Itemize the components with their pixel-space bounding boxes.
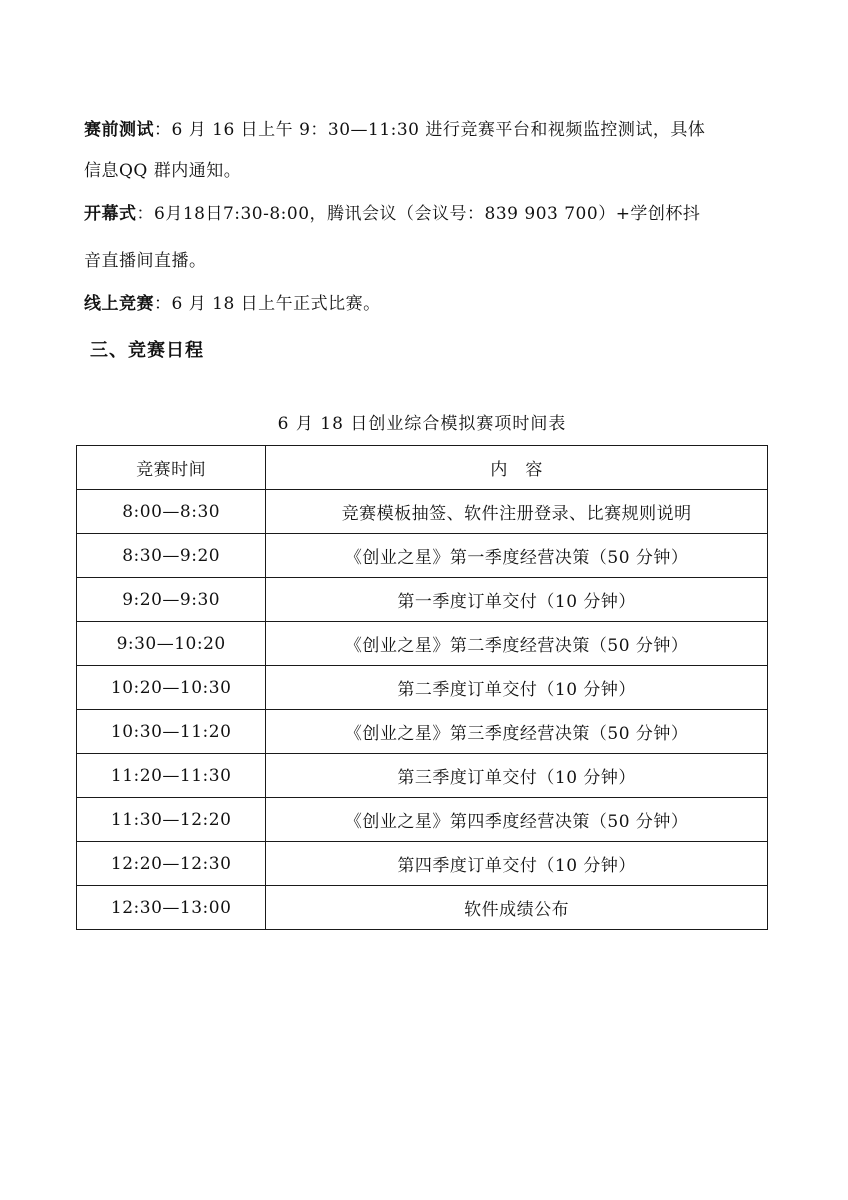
table-caption: 6 月 18 日创业综合模拟赛项时间表 <box>277 414 567 434</box>
row-time: 11:20—11:30 <box>77 754 266 798</box>
pretest-lead: 赛前测试 <box>84 120 154 140</box>
row-content: 《创业之星》第四季度经营决策（50 分钟） <box>266 798 768 842</box>
row-content: 《创业之星》第一季度经营决策（50 分钟） <box>266 534 768 578</box>
row-content: 《创业之星》第二季度经营决策（50 分钟） <box>266 622 768 666</box>
section-heading: 三、竞赛日程 <box>90 340 204 361</box>
schedule-table <box>76 445 768 930</box>
row-time: 8:00—8:30 <box>77 490 266 534</box>
table-row <box>77 622 768 666</box>
table-row <box>77 886 768 930</box>
table-row <box>77 710 768 754</box>
table-row <box>77 534 768 578</box>
online-text: ：6 月 18 日上午正式比赛。 <box>154 294 381 314</box>
opening-lead: 开幕式 <box>84 204 137 224</box>
opening-text-line1: ：6月18日7:30-8:00，腾讯会议（会议号：839 903 700）+学创杯抖 <box>136 204 701 224</box>
table-row <box>77 666 768 710</box>
online-lead: 线上竞赛 <box>84 294 154 314</box>
row-content: 第四季度订单交付（10 分钟） <box>266 842 768 886</box>
table-header-row <box>77 446 768 490</box>
pretest-text-line1: ：6 月 16 日上午 9：30—11:30 进行竞赛平台和视频监控测试，具体 <box>154 120 706 140</box>
pretest-text-line2: 信息QQ 群内通知。 <box>84 161 242 181</box>
pretest-paragraph <box>84 117 774 184</box>
table-row <box>77 578 768 622</box>
row-content: 《创业之星》第三季度经营决策（50 分钟） <box>266 710 768 754</box>
row-content: 第三季度订单交付（10 分钟） <box>266 754 768 798</box>
row-content: 竞赛模板抽签、软件注册登录、比赛规则说明 <box>266 490 768 534</box>
row-time: 8:30—9:20 <box>77 534 266 578</box>
header-time: 竞赛时间 <box>77 446 266 490</box>
row-time: 10:20—10:30 <box>77 666 266 710</box>
row-time: 9:30—10:20 <box>77 622 266 666</box>
online-paragraph <box>84 291 774 317</box>
table-row <box>77 754 768 798</box>
opening-text-line2: 音直播间直播。 <box>84 251 207 271</box>
row-time: 12:30—13:00 <box>77 886 266 930</box>
table-row <box>77 798 768 842</box>
row-time: 10:30—11:20 <box>77 710 266 754</box>
row-content: 第二季度订单交付（10 分钟） <box>266 666 768 710</box>
row-time: 9:20—9:30 <box>77 578 266 622</box>
table-row <box>77 842 768 886</box>
header-content: 内 容 <box>266 446 768 490</box>
row-content: 软件成绩公布 <box>266 886 768 930</box>
opening-paragraph <box>84 201 774 274</box>
row-content: 第一季度订单交付（10 分钟） <box>266 578 768 622</box>
row-time: 11:30—12:20 <box>77 798 266 842</box>
row-time: 12:20—12:30 <box>77 842 266 886</box>
table-row <box>77 490 768 534</box>
